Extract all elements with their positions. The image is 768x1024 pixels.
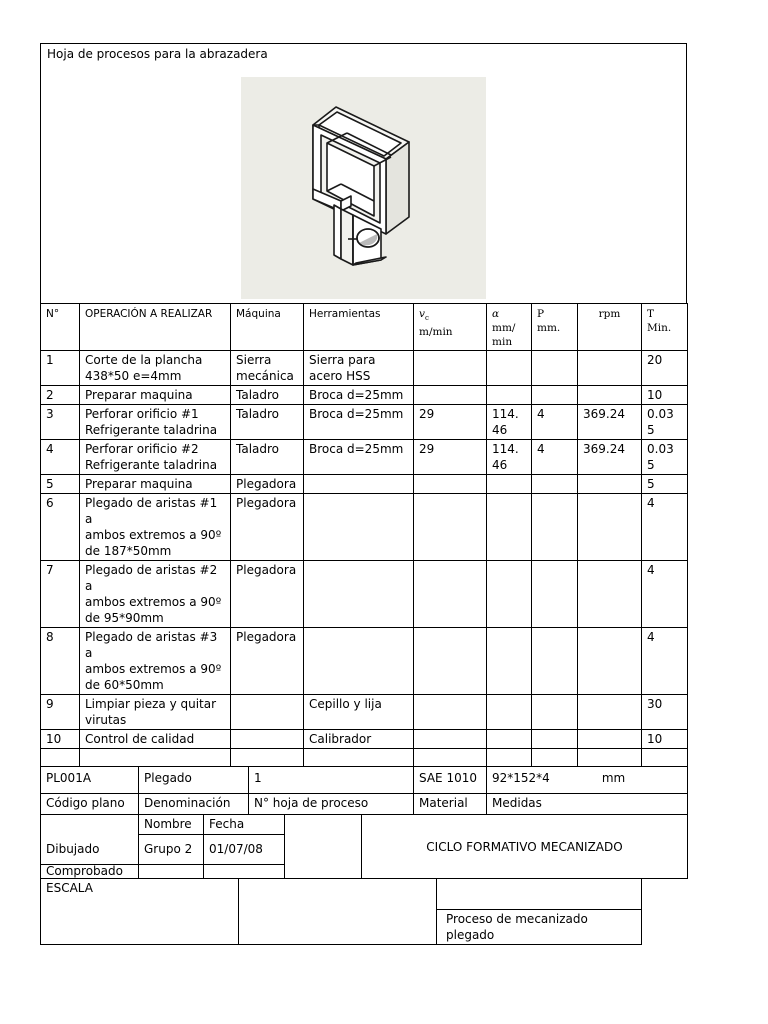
signoff-table	[40, 814, 688, 879]
op-t-line: 5	[647, 423, 655, 437]
footer-table	[40, 878, 642, 945]
op-maquina	[231, 475, 304, 494]
op-p	[532, 494, 578, 561]
plan-table	[40, 766, 688, 815]
op-herramientas-line: Cepillo y lija	[309, 697, 382, 711]
op-herramientas-line: Broca d=25mm	[309, 407, 404, 421]
op-operacion	[80, 440, 231, 475]
op-herramientas	[304, 561, 414, 628]
op-p	[532, 730, 578, 749]
operations-body	[41, 351, 688, 749]
op-alpha	[487, 494, 532, 561]
op-rpm	[578, 440, 642, 475]
op-operacion-line: Limpiar pieza y quitar	[85, 697, 217, 711]
p-unit: mm.	[537, 322, 561, 334]
op-operacion-line: Refrigerante taladrina	[85, 458, 218, 472]
operation-row	[41, 351, 688, 386]
plan-values-row	[41, 767, 688, 794]
op-p	[532, 561, 578, 628]
op-rpm-line: 369.24	[583, 407, 625, 421]
op-n-line: 7	[46, 563, 54, 577]
op-herramientas-line: Sierra para	[309, 353, 376, 367]
op-rpm	[578, 351, 642, 386]
label-material: Material	[414, 794, 487, 815]
op-herramientas-line: Broca d=25mm	[309, 442, 404, 456]
op-maquina	[231, 628, 304, 695]
op-p-line: 4	[537, 407, 545, 421]
op-herramientas	[304, 351, 414, 386]
op-n	[41, 494, 80, 561]
plan-labels-row	[41, 794, 688, 815]
op-operacion-line: ambos extremos a 90º	[85, 595, 222, 609]
op-rpm	[578, 405, 642, 440]
op-n	[41, 561, 80, 628]
op-herramientas	[304, 494, 414, 561]
op-vc	[414, 475, 487, 494]
op-vc	[414, 405, 487, 440]
op-operacion-line: Preparar maquina	[85, 477, 193, 491]
op-vc-line: 29	[419, 407, 435, 421]
op-t	[642, 405, 688, 440]
op-herramientas-line: acero HSS	[309, 369, 371, 383]
plan-denominacion: Plegado	[139, 767, 249, 794]
op-operacion	[80, 628, 231, 695]
op-herramientas	[304, 475, 414, 494]
bracket-drawing-svg	[241, 77, 486, 299]
plan-code: PL001A	[41, 767, 139, 794]
signoff-fecha-label: Fecha	[204, 815, 285, 835]
op-n	[41, 628, 80, 695]
op-t-line: 30	[647, 697, 663, 711]
op-herramientas	[304, 730, 414, 749]
op-operacion-line: Refrigerante taladrina	[85, 423, 218, 437]
op-operacion-line: Preparar maquina	[85, 388, 193, 402]
op-n	[41, 386, 80, 405]
op-maquina	[231, 440, 304, 475]
plan-hoja: 1	[249, 767, 414, 794]
signoff-comprobado-label: Comprobado	[41, 865, 139, 879]
op-rpm	[578, 561, 642, 628]
operation-row	[41, 494, 688, 561]
vc-subscript: c	[424, 314, 429, 323]
op-t	[642, 351, 688, 386]
op-n	[41, 440, 80, 475]
col-header-rpm: rpm	[578, 304, 642, 351]
op-n-line: 4	[46, 442, 54, 456]
op-n-line: 5	[46, 477, 54, 491]
op-maquina-line: Taladro	[236, 388, 280, 402]
col-header-p	[532, 304, 578, 351]
op-maquina-line: Taladro	[236, 442, 280, 456]
col-header-alpha	[487, 304, 532, 351]
alpha-symbol: α	[492, 308, 500, 320]
t-symbol: T	[647, 308, 655, 320]
t-unit: Min.	[647, 322, 672, 334]
op-vc	[414, 440, 487, 475]
signoff-dibujado-label: Dibujado	[41, 833, 139, 865]
op-operacion-line: Perforar orificio #2	[85, 442, 199, 456]
op-n	[41, 730, 80, 749]
op-herramientas	[304, 695, 414, 730]
op-alpha	[487, 351, 532, 386]
op-alpha-line: 114.	[492, 442, 519, 456]
empty-row	[41, 749, 688, 767]
op-maquina-line: Plegadora	[236, 630, 297, 644]
op-operacion-line: Corte de la plancha	[85, 353, 203, 367]
op-t	[642, 475, 688, 494]
op-t	[642, 695, 688, 730]
op-operacion-line: ambos extremos a 90º	[85, 528, 222, 542]
op-operacion-line: virutas	[85, 713, 127, 727]
op-rpm-line: 369.24	[583, 442, 625, 456]
op-rpm	[578, 695, 642, 730]
op-n-line: 3	[46, 407, 54, 421]
vc-unit: m/min	[419, 326, 453, 339]
vc-symbol: v	[419, 308, 425, 320]
op-n-line: 6	[46, 496, 54, 510]
op-t-line: 5	[647, 458, 655, 472]
op-operacion	[80, 695, 231, 730]
op-operacion	[80, 475, 231, 494]
op-alpha	[487, 695, 532, 730]
op-n-line: 2	[46, 388, 54, 402]
op-maquina	[231, 386, 304, 405]
op-operacion	[80, 494, 231, 561]
plan-medidas: 92*152*4	[492, 771, 550, 785]
op-operacion-line: Plegado de aristas #1 a	[85, 496, 218, 526]
op-t-line: 10	[647, 388, 663, 402]
col-header-operacion: OPERACIÓN A REALIZAR	[80, 304, 231, 351]
op-operacion-line: Control de calidad	[85, 732, 195, 746]
title-cell	[41, 44, 687, 304]
op-herramientas	[304, 386, 414, 405]
op-t-line: 4	[647, 630, 655, 644]
op-alpha	[487, 628, 532, 695]
op-t-line: 4	[647, 496, 655, 510]
op-rpm	[578, 386, 642, 405]
op-herramientas-line: Broca d=25mm	[309, 388, 404, 402]
op-alpha-line: 46	[492, 423, 508, 437]
op-n-line: 10	[46, 732, 62, 746]
op-maquina	[231, 351, 304, 386]
op-p	[532, 695, 578, 730]
operation-row	[41, 628, 688, 695]
op-alpha-line: 114.	[492, 407, 519, 421]
part-drawing	[241, 77, 486, 299]
process-sheet	[40, 43, 687, 945]
col-header-t	[642, 304, 688, 351]
op-maquina-line: Plegadora	[236, 563, 297, 577]
op-alpha-line: 46	[492, 458, 508, 472]
op-rpm	[578, 475, 642, 494]
op-maquina-line: Sierra	[236, 353, 272, 367]
op-n	[41, 475, 80, 494]
op-alpha	[487, 405, 532, 440]
op-operacion-line: Plegado de aristas #2 a	[85, 563, 218, 593]
label-hoja-proceso: N° hoja de proceso	[249, 794, 414, 815]
op-operacion	[80, 730, 231, 749]
label-codigo-plano: Código plano	[41, 794, 139, 815]
op-alpha	[487, 730, 532, 749]
escala-label: ESCALA	[41, 879, 239, 945]
operation-row	[41, 405, 688, 440]
col-header-n: N°	[41, 304, 80, 351]
label-medidas: Medidas	[487, 794, 688, 815]
op-maquina	[231, 494, 304, 561]
ciclo-formativo: CICLO FORMATIVO MECANIZADO	[362, 815, 688, 879]
signoff-fecha-value: 01/07/08	[204, 835, 285, 865]
op-herramientas	[304, 628, 414, 695]
op-rpm	[578, 494, 642, 561]
op-vc	[414, 386, 487, 405]
op-operacion-line: de 60*50mm	[85, 678, 164, 692]
op-t-line: 4	[647, 563, 655, 577]
op-vc	[414, 730, 487, 749]
op-t-line: 5	[647, 477, 655, 491]
op-vc	[414, 494, 487, 561]
op-rpm	[578, 730, 642, 749]
op-operacion	[80, 351, 231, 386]
op-maquina-line: Plegadora	[236, 477, 297, 491]
proceso-label: Proceso de mecanizado plegado	[437, 910, 642, 945]
op-operacion-line: ambos extremos a 90º	[85, 662, 222, 676]
op-maquina-line: Plegadora	[236, 496, 297, 510]
op-alpha	[487, 386, 532, 405]
op-maquina-line: Taladro	[236, 407, 280, 421]
op-operacion-line: Perforar orificio #1	[85, 407, 199, 421]
op-operacion-line: 438*50 e=4mm	[85, 369, 182, 383]
op-operacion	[80, 405, 231, 440]
operation-row	[41, 475, 688, 494]
operations-header-row	[41, 304, 688, 351]
op-p-line: 4	[537, 442, 545, 456]
op-maquina	[231, 730, 304, 749]
op-operacion-line: Plegado de aristas #3 a	[85, 630, 218, 660]
plan-material: SAE 1010	[414, 767, 487, 794]
op-t	[642, 386, 688, 405]
plan-medidas-cell	[487, 767, 688, 794]
op-herramientas-line: Calibrador	[309, 732, 372, 746]
op-t-line: 0.03	[647, 442, 674, 456]
op-t	[642, 730, 688, 749]
op-maquina-line: mecánica	[236, 369, 294, 383]
op-rpm	[578, 628, 642, 695]
alpha-unit-2: min	[492, 336, 513, 348]
op-n	[41, 405, 80, 440]
op-p	[532, 628, 578, 695]
op-maquina	[231, 695, 304, 730]
op-alpha	[487, 475, 532, 494]
op-t	[642, 440, 688, 475]
op-n	[41, 351, 80, 386]
col-header-maquina: Máquina	[231, 304, 304, 351]
op-t-line: 10	[647, 732, 663, 746]
op-vc	[414, 561, 487, 628]
signoff-grupo: Grupo 2	[139, 835, 204, 865]
op-p	[532, 351, 578, 386]
op-alpha	[487, 561, 532, 628]
signoff-nombre-label: Nombre	[139, 815, 204, 835]
op-vc	[414, 351, 487, 386]
col-header-herramientas: Herramientas	[304, 304, 414, 351]
op-vc	[414, 695, 487, 730]
op-p	[532, 440, 578, 475]
op-operacion-line: de 95*90mm	[85, 611, 164, 625]
op-t-line: 20	[647, 353, 663, 367]
op-operacion	[80, 561, 231, 628]
p-symbol: P	[537, 308, 545, 320]
operation-row	[41, 561, 688, 628]
op-n-line: 1	[46, 353, 54, 367]
col-header-vc	[414, 304, 487, 351]
op-vc-line: 29	[419, 442, 435, 456]
op-p	[532, 475, 578, 494]
op-t	[642, 561, 688, 628]
op-t	[642, 628, 688, 695]
op-n-line: 9	[46, 697, 54, 711]
header-table	[40, 43, 687, 304]
op-herramientas	[304, 405, 414, 440]
op-operacion-line: de 187*50mm	[85, 544, 172, 558]
op-p	[532, 405, 578, 440]
op-vc	[414, 628, 487, 695]
op-maquina	[231, 561, 304, 628]
op-n-line: 8	[46, 630, 54, 644]
operation-row	[41, 730, 688, 749]
operation-row	[41, 695, 688, 730]
alpha-unit: mm/	[492, 322, 516, 334]
op-p	[532, 386, 578, 405]
operation-row	[41, 386, 688, 405]
operation-row	[41, 440, 688, 475]
op-herramientas	[304, 440, 414, 475]
op-t-line: 0.03	[647, 407, 674, 421]
op-operacion	[80, 386, 231, 405]
operations-table	[40, 303, 688, 767]
op-t	[642, 494, 688, 561]
plan-unidad: mm	[601, 771, 626, 785]
op-n	[41, 695, 80, 730]
op-alpha	[487, 440, 532, 475]
sheet-title: Hoja de procesos para la abrazadera	[47, 47, 268, 61]
label-denominacion: Denominación	[139, 794, 249, 815]
op-maquina	[231, 405, 304, 440]
